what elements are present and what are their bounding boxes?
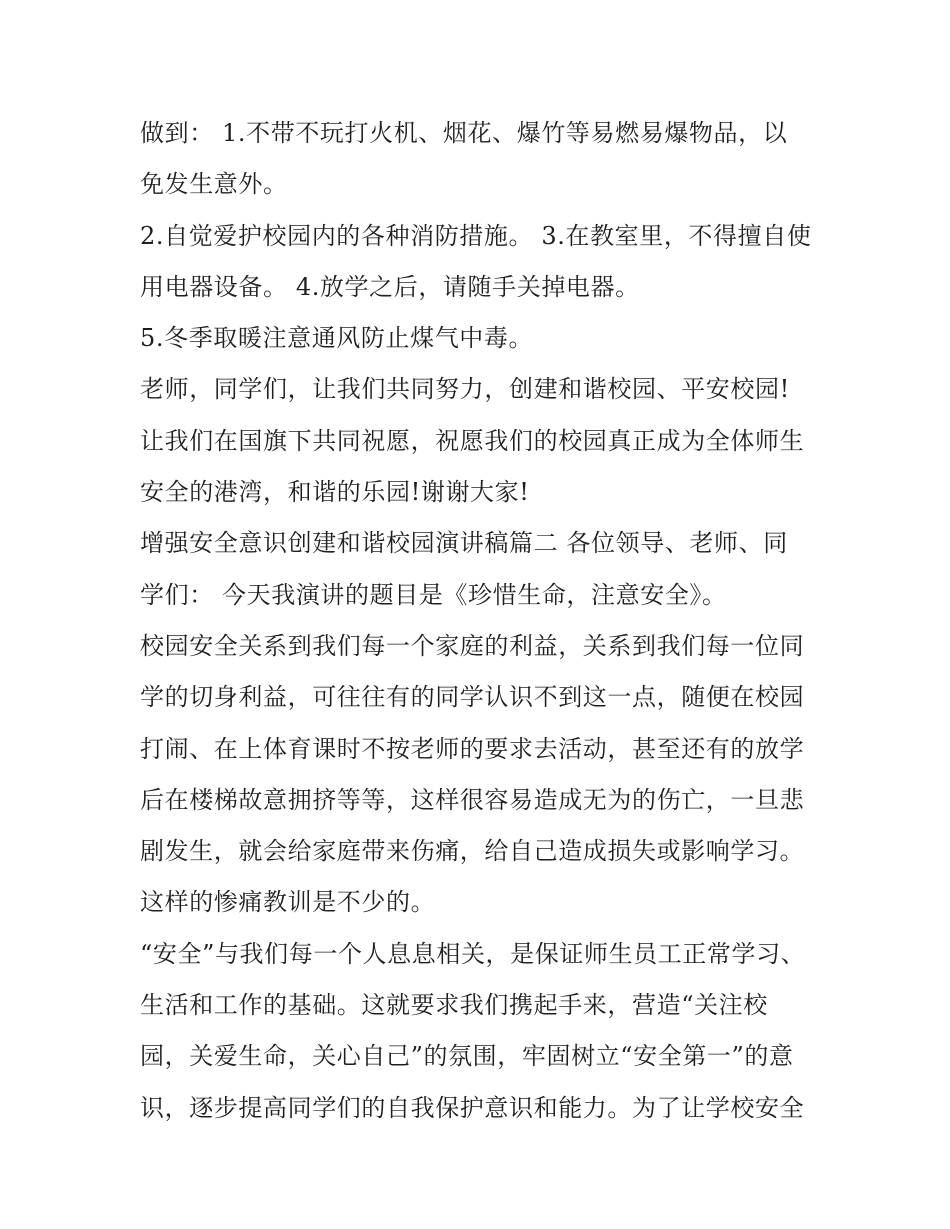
text-line: 用电器设备。 4.放学之后，请随手关掉电器。 [140, 272, 640, 301]
text-line: “安全”与我们每一个人息息相关，是保证师生员工正常学习、 [140, 939, 806, 968]
text-line: 学们： 今天我演讲的题目是《珍惜生命，注意安全》。 [140, 580, 727, 609]
text-line: 校园安全关系到我们每一个家庭的利益，关系到我们每一位同 [140, 631, 805, 660]
text-line: 识，逐步提高同学们的自我保护意识和能力。为了让学校安全 [140, 1093, 805, 1122]
text-line: 生活和工作的基础。这就要求我们携起手来，营造“关注校 [140, 991, 768, 1020]
text-line: 免发生意外。 [140, 170, 288, 199]
text-line: 园，关爱生命，关心自己”的氛围，牢固树立“安全第一”的意 [140, 1042, 794, 1071]
text-line: 剧发生，就会给家庭带来伤痛，给自己造成损失或影响学习。 [140, 837, 805, 866]
text-line: 学的切身利益，可往往有的同学认识不到这一点，随便在校园 [140, 683, 805, 712]
text-line: 安全的港湾，和谐的乐园!谢谢大家! [140, 478, 530, 507]
document-body [140, 108, 820, 1134]
text-line: 老师，同学们，让我们共同努力，创建和谐校园、平安校园! [140, 375, 790, 404]
section-heading-line: 增强安全意识创建和谐校园演讲稿篇二 各位领导、老师、同 [140, 529, 788, 558]
text-line: 打闹、在上体育课时不按老师的要求去活动，甚至还有的放学 [140, 734, 805, 763]
text-line: 这样的惨痛教训是不少的。 [140, 888, 436, 917]
text-line: 2.自觉爱护校园内的各种消防措施。 3.在教室里，不得擅自使 [140, 221, 812, 250]
text-line: 后在楼梯故意拥挤等等，这样很容易造成无为的伤亡，一旦悲 [140, 785, 805, 814]
text-line: 5.冬季取暖注意通风防止煤气中毒。 [140, 324, 534, 353]
text-line: 让我们在国旗下共同祝愿，祝愿我们的校园真正成为全体师生 [140, 426, 805, 455]
text-line: 做到： 1.不带不玩打火机、烟花、爆竹等易燃易爆物品，以 [140, 119, 788, 147]
